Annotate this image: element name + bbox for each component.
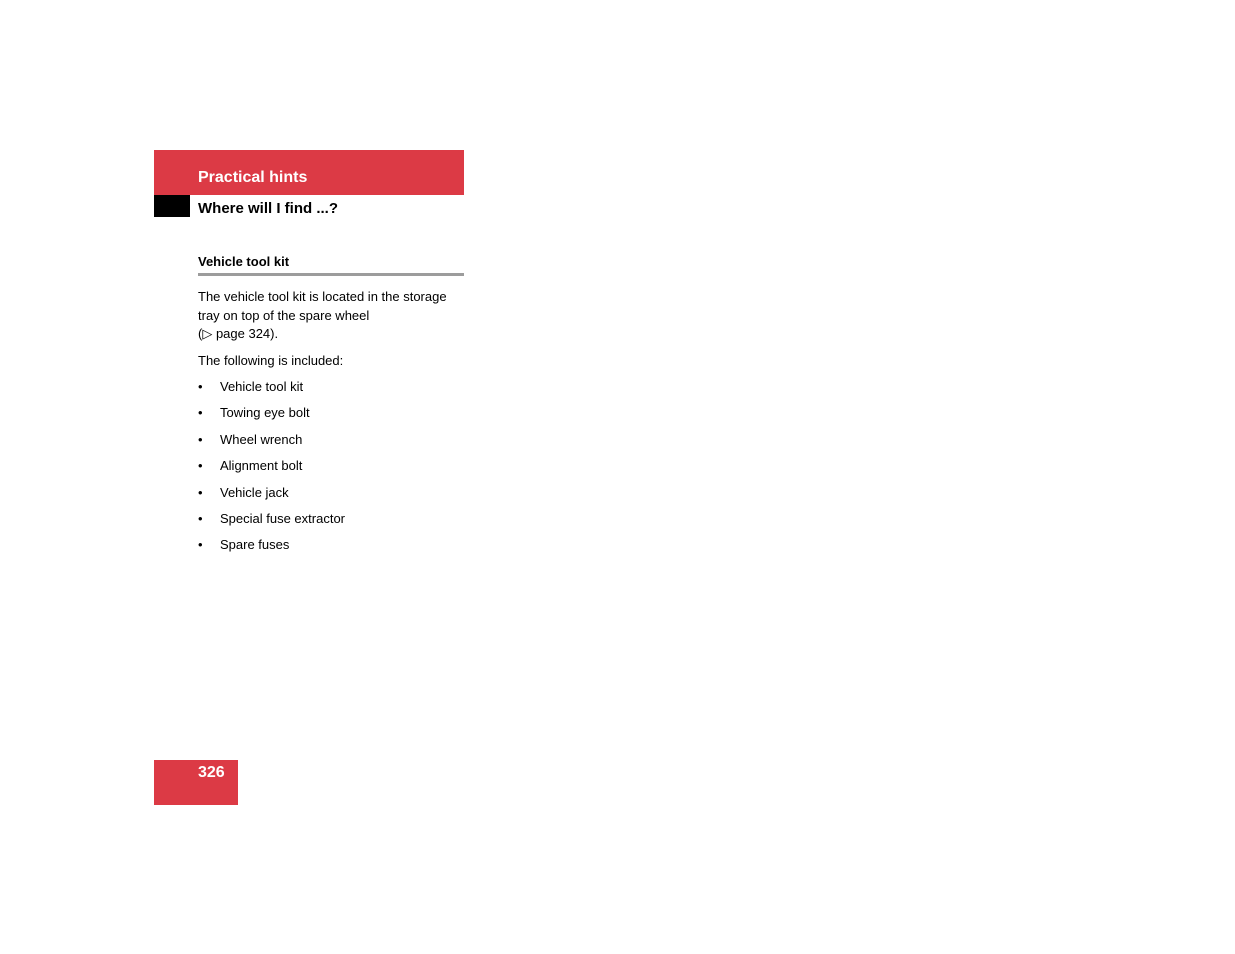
- list-item-label: Special fuse extractor: [220, 510, 346, 526]
- list-item: [198, 404, 345, 430]
- bullet-icon: •: [198, 537, 203, 553]
- bullet-icon: •: [198, 405, 203, 421]
- list-item-label: Towing eye bolt: [220, 405, 310, 421]
- bullet-icon: •: [198, 379, 203, 394]
- bullet-icon: •: [198, 431, 203, 447]
- list-item: [198, 536, 345, 562]
- heading-underline: [198, 273, 464, 276]
- bullet-icon: •: [198, 458, 203, 474]
- tool-kit-list: [198, 378, 345, 563]
- list-item: [198, 457, 345, 483]
- section-title: Where will I find ...?: [198, 200, 339, 217]
- page-number: 326: [198, 764, 225, 781]
- list-item-label: Wheel wrench: [220, 431, 303, 447]
- list-item-label: Alignment bolt: [220, 458, 303, 474]
- bullet-icon: •: [198, 510, 203, 526]
- chapter-title: Practical hints: [198, 169, 308, 186]
- list-item: [198, 510, 345, 536]
- intro-paragraph: [198, 288, 466, 344]
- list-item-label: Vehicle jack: [220, 484, 289, 500]
- section-marker: [154, 195, 190, 217]
- page-number-box: [154, 760, 238, 805]
- topic-heading: Vehicle tool kit: [198, 254, 290, 269]
- bullet-icon: •: [198, 484, 203, 500]
- list-item-label: Spare fuses: [220, 537, 290, 553]
- intro-text: The vehicle tool kit is located in the storage tray on top of the spare wheel: [198, 289, 447, 323]
- list-item-label: Vehicle tool kit: [220, 379, 304, 394]
- list-item: [198, 378, 345, 404]
- included-text: The following is included:: [198, 353, 344, 368]
- list-item: [198, 431, 345, 457]
- list-item: [198, 484, 345, 510]
- page-reference-link[interactable]: (▷ page 324).: [198, 326, 279, 341]
